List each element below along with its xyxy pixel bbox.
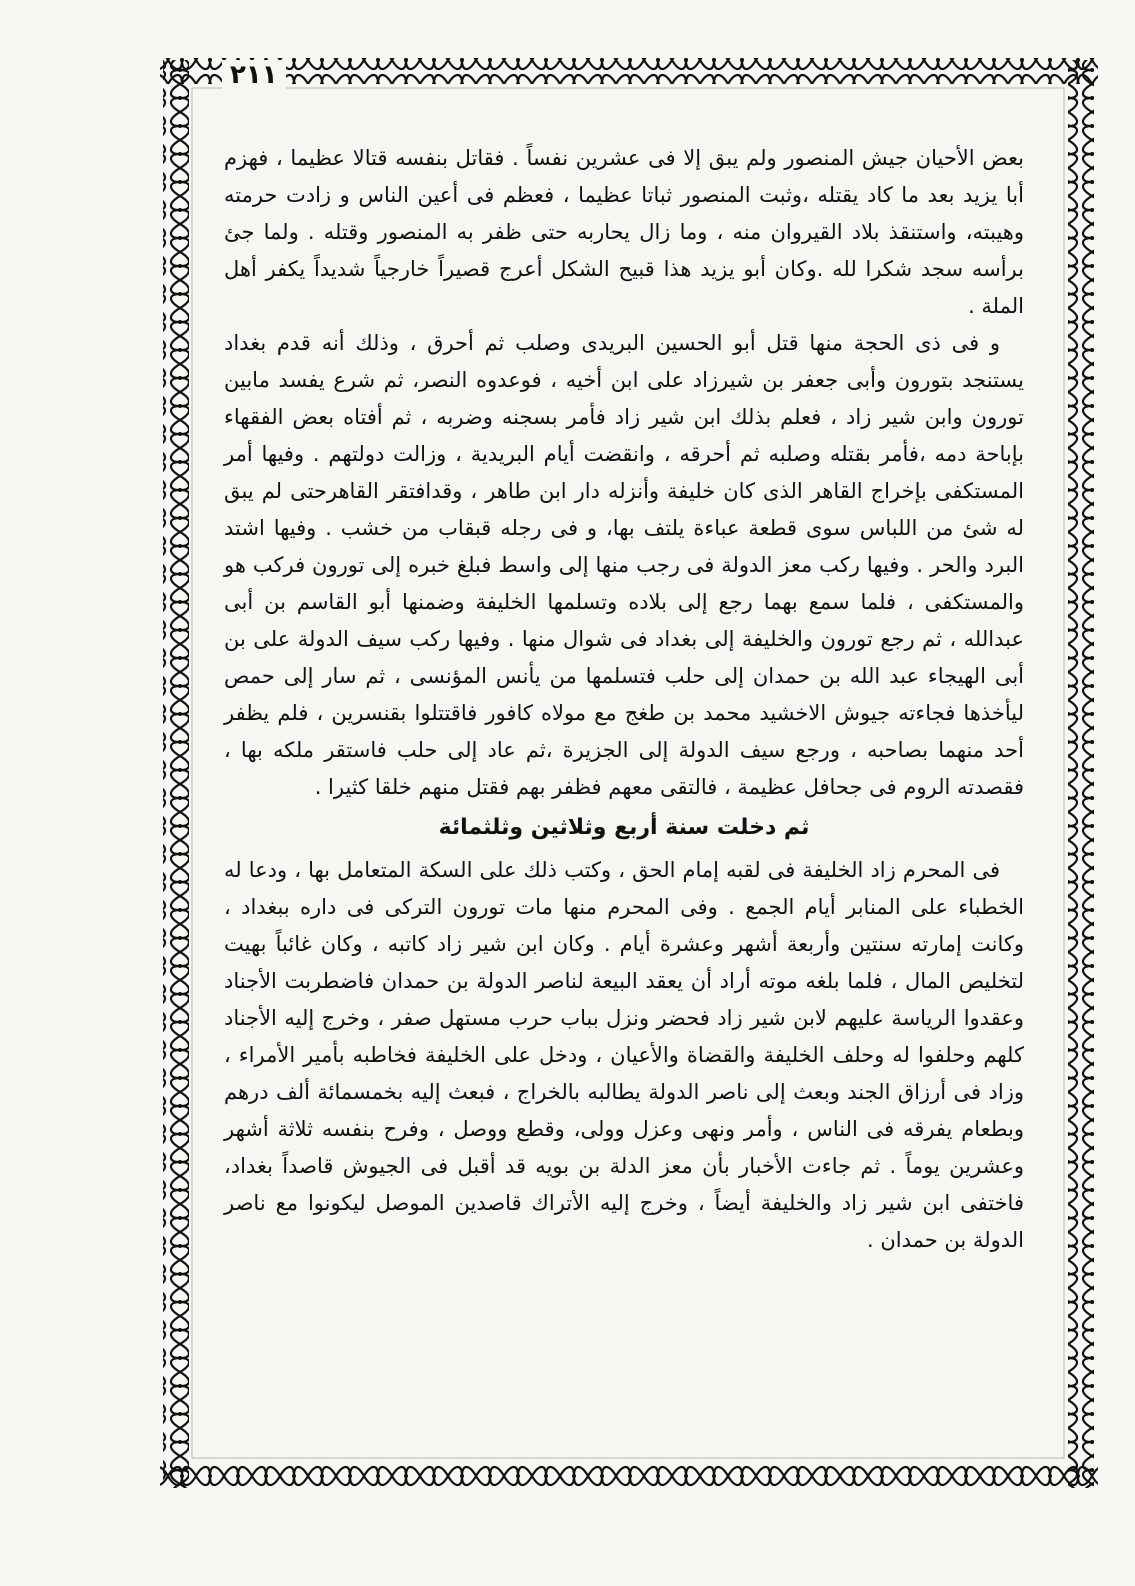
section-heading: ثم دخلت سنة أربع وثلاثين وثلثمائة [438, 815, 810, 840]
paragraph: فى المحرم زاد الخليفة فى لقبه إمام الحق ، وكتب ذلك على السكة المتعامل بها ، ودعا له الخطباء على المنابر أيام الجمع . وفى المحرم منها مات تورون التركى فى داره ببغداد ، وكانت إمارته سنتين وأربعة أشهر وعشرة أيام . وكان ابن شير زاد كاتبه ، وكان غائباً بهيت لتخليص المال ، فلما بلغه موته أراد أن يعقد البيعة لناصر الدولة بن حمدان فاضطربت الأجناد وعقدوا الرياسة عليهم لابن شير زاد فحضر ونزل بباب حرب مستهل صفر ، وخرج إليه الأجناد كلهم وحلفوا له وحلف الخليفة والقضاة والأعيان ، ودخل على الخليفة فخاطبه بأمير الأمراء ، وزاد فى أرزاق الجند وبعث إلى ناصر الدولة يطالبه بالخراج ، فبعث إليه بخمسمائة ألف درهم وبطعام يفرقه فى الناس ، وأمر ونهى وعزل وولى، وقطع ووصل ، وفرح بنفسه ثلاثة أشهر وعشرين يوماً . ثم جاءت الأخبار بأن معز الدلة بن بويه قد أقبل فى الجيوش قاصداً بغداد، فاختفى ابن شير زاد والخليفة أيضاً ، وخرج إليه الأتراك قاصدين الموصل ليكونوا مع ناصر الدولة بن حمدان . [224, 858, 1024, 1252]
page-body [224, 140, 1024, 1440]
page-number: ٢١١ [222, 60, 286, 90]
paragraph: و فى ذى الحجة منها قتل أبو الحسين البريدى وصلب ثم أحرق ، وذلك أنه قدم بغداد يستنجد بتورون وأبى جعفر بن شيرزاد على ابن أخيه ، فوعدوه النصر، ثم شرع يفسد مابين تورون وابن شير زاد ، فعلم بذلك ابن شير زاد فأمر بسجنه وضربه ، ثم أفتاه بعض الفقهاء بإباحة دمه ،فأمر بقتله وصلبه ثم أحرقه ، وانقضت أيام البريدية ، وزالت دولتهم . وفيها أمر المستكفى بإخراج القاهر الذى كان خليفة وأنزله دار ابن طاهر ، وقدافتقر القاهرحتى لم يبق له شئ من اللباس سوى قطعة عباءة يلتف بها، و فى رجله قبقاب من خشب . وفيها اشتد البرد والحر . وفيها ركب معز الدولة فى رجب منها إلى واسط فبلغ خبره إلى تورون فركب هو والمستكفى ، فلما سمع بهما رجع إلى بلاده وتسلمها الخليفة وضمنها أبو القاسم بن أبى عبدالله ، ثم رجع تورون والخليفة إلى بغداد فى شوال منها . وفيها ركب سيف الدولة على بن أبى الهيجاء عبد الله بن حمدان إلى حلب فتسلمها من يأنس المؤنسى ، ثم سار إلى حمص ليأخذها فجاءته جيوش الاخشيد محمد بن طغج مع مولاه كافور فاقتتلوا بقنسرين ، فلم يظفر أحد منهما بصاحبه ، ورجع سيف الدولة إلى الجزيرة ،ثم عاد إلى حلب فاستقر ملكه بها ، فقصدته الروم فى جحافل عظيمة ، فالتقى معهم فظفر بهم فقتل منهم خلقا كثيرا . [224, 331, 1024, 799]
paragraph: بعض الأحيان جيش المنصور ولم يبق إلا فى عشرين نفساً . فقاتل بنفسه قتالا عظيما ، فهزم أبا يزيد بعد ما كاد يقتله ،وثبت المنصور ثباتا عظيما ، فعظم فى أعين الناس و زادت حرمته وهيبته، واستنقذ بلاد القيروان منه ، وما زال يحاربه حتى ظفر به المنصور وقتله . ولما جئ برأسه سجد شكرا لله .وكان أبو يزيد هذا قبيح الشكل أعرج قصيراً خارجياً شديداً يكفر أهل الملة . [224, 146, 1024, 318]
